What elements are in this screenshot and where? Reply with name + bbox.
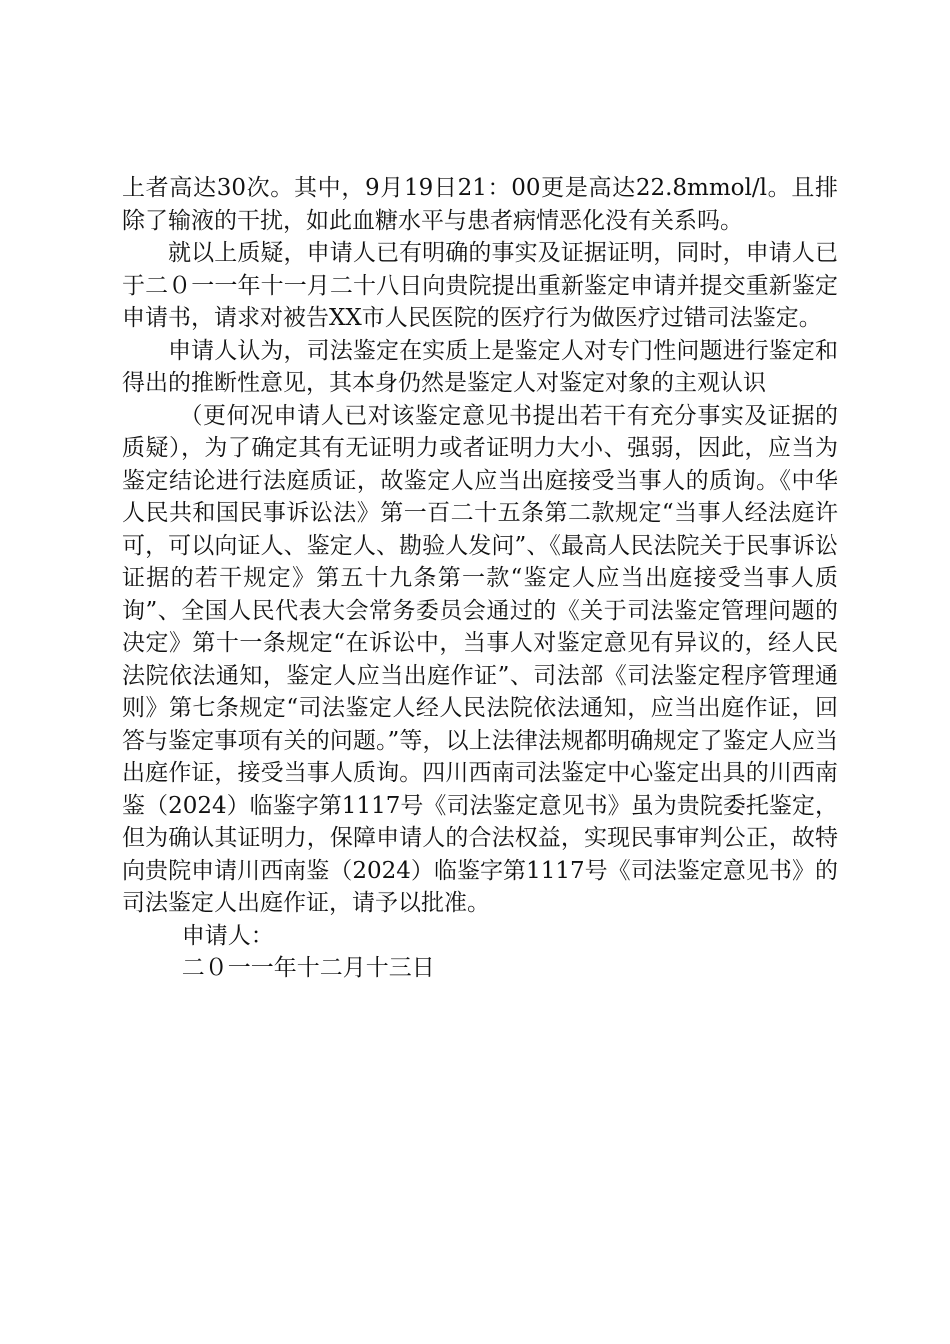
paragraph-evidence: 就以上质疑，申请人已有明确的事实及证据证明，同时，申请人已于二０一一年十一月二十八日向贵院提出重新鉴定申请并提交重新鉴定申请书，请求对被告XX市人民医院的医疗行为做医疗过错司法鉴定。	[122, 240, 838, 331]
applicant-label: 申请人：	[181, 922, 274, 949]
paragraph-continuation: 上者高达30次。其中，9月19日21：00更是高达22.8mmol/l。且排除了输液的干扰，如此血糖水平与患者病情恶化没有关系吗。	[122, 175, 838, 234]
document-date: 二０一一年十二月十三日	[181, 955, 435, 981]
paragraph-legal-basis: （更何况申请人已对该鉴定意见书提出若干有充分事实及证据的质疑），为了确定其有无证明力或者证明力大小、强弱，因此，应当为鉴定结论进行法庭质证，故鉴定人应当出庭接受当事人的质询。《中华人民共和国民事诉讼法》第一百二十五条第二款规定“当事人经法庭许可，可以向证人、鉴定人、勘验人发问”、《最高人民法院关于民事诉讼证据的若干规定》第五十九条第一款“鉴定人应当出庭接受当事人质询”、全国人民代表大会常务委员会通过的《关于司法鉴定管理问题的决定》第十一条规定“在诉讼中，当事人对鉴定意见有异议的，经人民法院依法通知，鉴定人应当出庭作证”、司法部《司法鉴定程序管理通则》第七条规定“司法鉴定人经人民法院依法通知，应当出庭作证，回答与鉴定事项有关的问题。”等，以上法律法规都明确规定了鉴定人应当出庭作证，接受当事人质询。四川西南司法鉴定中心鉴定出具的川西南鉴（2024）临鉴字第1117号《司法鉴定意见书》虽为贵院委托鉴定，但为确认其证明力，保障申请人的合法权益，实现民事审判公正，故特向贵院申请川西南鉴（2024）临鉴字第1117号《司法鉴定意见书》的司法鉴定人出庭作证，请予以批准。	[122, 402, 838, 916]
document-body	[122, 172, 838, 985]
paragraph-opinion: 申请人认为，司法鉴定在实质上是鉴定人对专门性问题进行鉴定和得出的推断性意见，其本身仍然是鉴定人对鉴定对象的主观认识	[122, 337, 838, 396]
